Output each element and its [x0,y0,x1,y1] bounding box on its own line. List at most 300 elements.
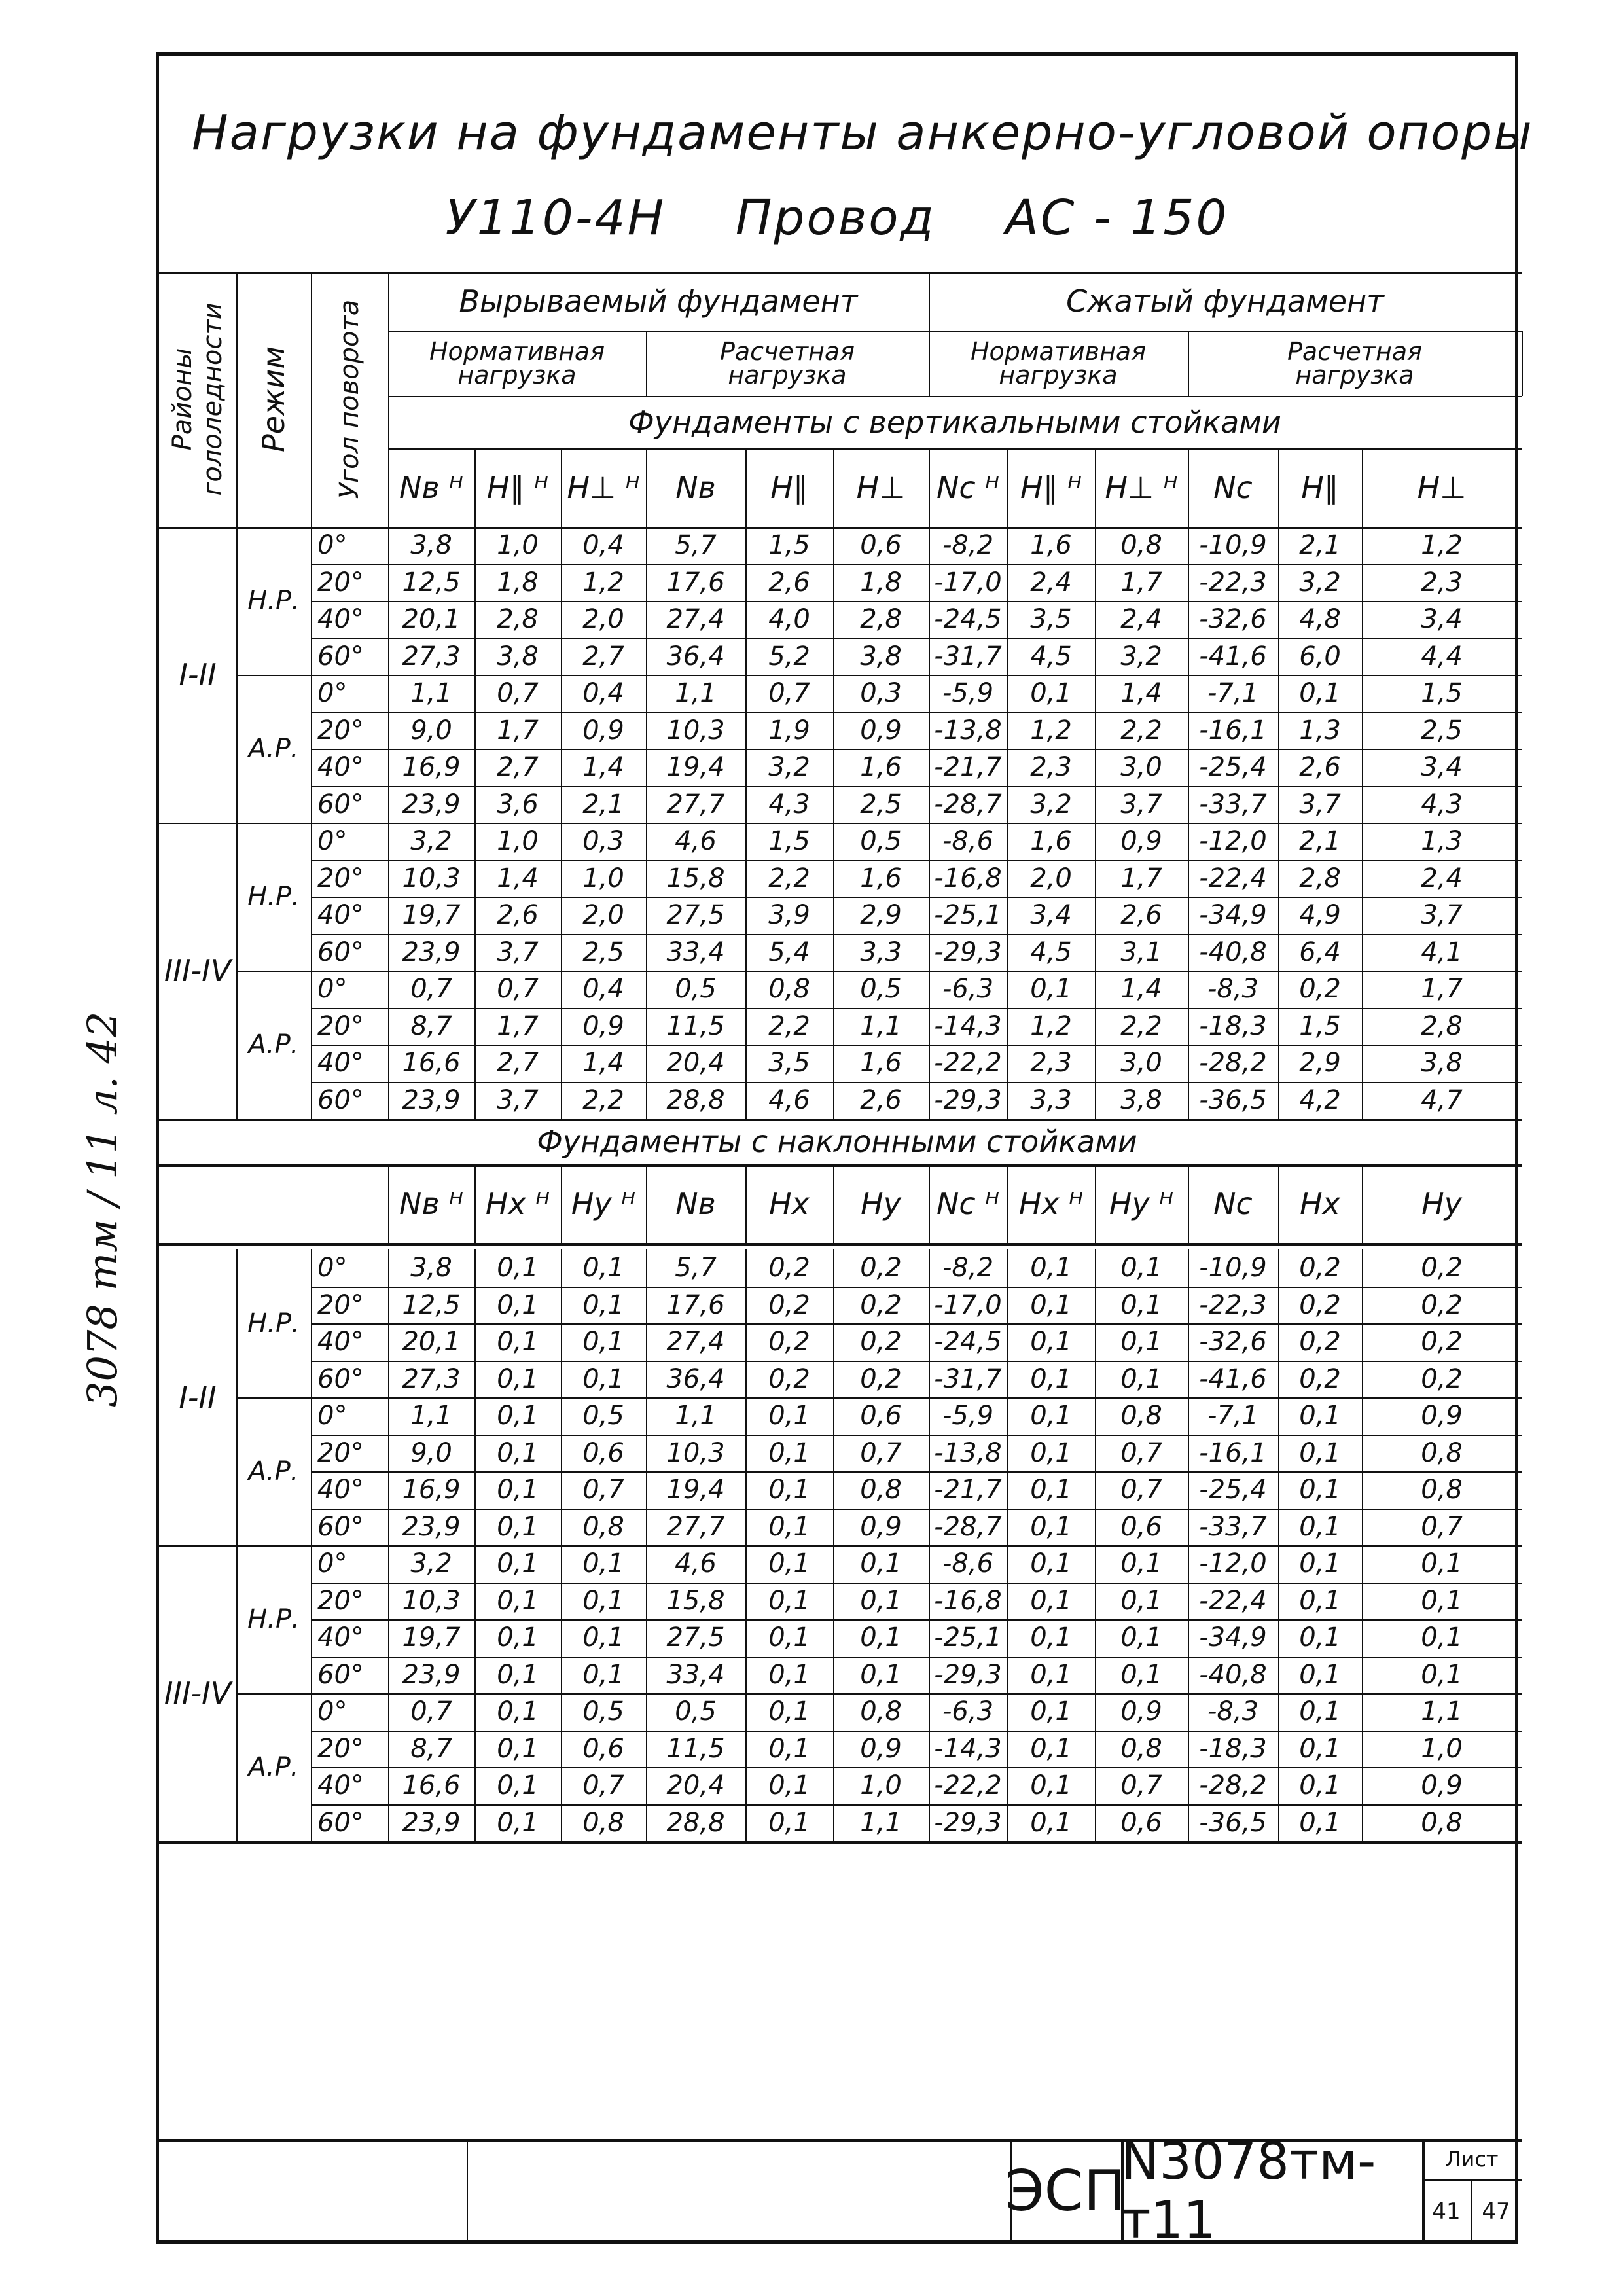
table-rule [388,272,389,527]
header-line: Расчетная [1287,337,1423,366]
vertical-value-cell: 2,4 [1120,604,1162,635]
table-rule [1188,448,1189,527]
table-rule [388,1164,389,1243]
inclined-value-cell: 33,4 [666,1659,725,1690]
header-line: нагрузка [457,361,577,389]
header-line: Нормативная [429,337,605,366]
inclined-value-cell: 0,1 [497,1623,539,1653]
vertical-value-cell: -18,3 [1199,1011,1267,1041]
inclined-value-cell: 0,1 [1030,1289,1072,1320]
angle-cell: 0° [317,678,348,709]
table-rule [467,2139,468,2244]
vertical-value-cell: 1,1 [410,678,452,709]
vertical-value-cell: -7,1 [1207,678,1259,709]
inclined-value-cell: -29,3 [934,1659,1002,1690]
inclined-value-cell: 0,8 [860,1696,902,1727]
vertical-value-cell: 4,6 [768,1085,810,1115]
vertical-value-cell: 1,2 [1421,530,1463,561]
vertical-value-cell: 1,4 [497,863,539,893]
inclined-value-cell: 0,1 [1299,1659,1341,1690]
inclined-value-cell: 27,3 [402,1363,461,1394]
inclined-value-cell: 0,1 [1030,1807,1072,1838]
inclined-value-cell: 23,9 [402,1807,461,1838]
vertical-value-cell: 3,0 [1120,1048,1162,1079]
vertical-value-cell: 2,6 [768,567,810,598]
inclined-posts-header: Фундаменты с наклонными стойками [537,1124,1137,1159]
vertical-value-cell: 0,7 [410,974,452,1005]
table-rule [561,448,562,527]
wire-type: АС - 150 [1005,190,1229,246]
inclined-value-cell: 0,1 [768,1585,810,1616]
inclined-value-cell: 0,1 [1421,1659,1463,1690]
column-header: Hx [1300,1186,1340,1221]
vertical-value-cell: 3,8 [1421,1048,1463,1079]
inclined-value-cell: 0,5 [582,1401,624,1431]
table-rule [1007,448,1008,527]
column-header: H⊥ ᴴ [1105,470,1178,505]
angle-cell: 20° [317,1011,364,1041]
vertical-value-cell: 27,4 [666,604,725,635]
vertical-value-cell: 6,4 [1299,937,1341,967]
vertical-value-cell: 2,4 [1030,567,1072,598]
vertical-value-cell: 9,0 [410,715,452,745]
table-rule [646,527,647,1119]
table-rule [1188,1249,1189,1841]
table-rule [236,527,238,1119]
inclined-value-cell: 0,1 [582,1585,624,1616]
inclined-value-cell: 15,8 [666,1585,725,1616]
column-header: Nв ᴴ [399,470,463,505]
column-header: Hx ᴴ [485,1186,550,1221]
inclined-value-cell: 10,3 [402,1585,461,1616]
inclined-value-cell: 19,7 [402,1623,461,1653]
inclined-value-cell: -25,1 [934,1623,1002,1653]
table-rule [474,527,476,1119]
inclined-value-cell: 0,2 [1421,1363,1463,1394]
vertical-value-cell: 3,2 [1120,641,1162,672]
table-rule [1007,527,1008,1119]
inclined-value-cell: 16,6 [402,1770,461,1801]
vertical-value-cell: 3,4 [1421,604,1463,635]
vertical-value-cell: 3,2 [1030,789,1072,819]
inclined-value-cell: 0,1 [1030,1696,1072,1727]
inclined-value-cell: 0,2 [1299,1327,1341,1357]
inclined-value-cell: 0,1 [768,1807,810,1838]
column-header: Nc [1213,470,1253,505]
inclined-value-cell: 0,2 [860,1327,902,1357]
vertical-value-cell: 4,3 [768,789,810,819]
vertical-value-cell: 3,5 [1030,604,1072,635]
vertical-value-cell: 2,1 [1299,826,1341,857]
mode-cell: А.Р. [248,1456,299,1486]
inclined-value-cell: 4,6 [675,1549,717,1579]
inclined-value-cell: 27,5 [666,1623,725,1653]
inclined-value-cell: 0,1 [582,1363,624,1394]
inclined-value-cell: 0,1 [497,1511,539,1542]
inclined-value-cell: -16,1 [1199,1437,1267,1468]
table-rule [745,448,747,527]
inclined-value-cell: 0,1 [1030,1549,1072,1579]
inclined-value-cell: 0,2 [860,1253,902,1283]
vertical-value-cell: 3,2 [410,826,452,857]
vertical-value-cell: 2,1 [582,789,624,819]
vertical-value-cell: 2,3 [1030,752,1072,783]
vertical-value-cell: 1,6 [860,752,902,783]
inclined-value-cell: 0,8 [582,1511,624,1542]
table-rule [474,448,476,527]
inclined-value-cell: -8,6 [942,1549,994,1579]
inclined-value-cell: 0,1 [1030,1437,1072,1468]
vertical-value-cell: 16,9 [402,752,461,783]
inclined-value-cell: 0,1 [1030,1327,1072,1357]
angle-cell: 0° [317,530,348,561]
document-number: N3078тм-т11 [1121,2132,1376,2250]
angle-cell: 0° [317,826,348,857]
inclined-value-cell: 0,7 [1421,1511,1463,1542]
vertical-value-cell: 28,8 [666,1085,725,1115]
angle-cell: 60° [317,1659,364,1690]
table-rule [1095,527,1096,1119]
table-rule [561,1164,562,1243]
table-rule [1362,1164,1363,1243]
vertical-value-cell: 4,1 [1421,937,1463,967]
design-load-header [646,331,929,396]
vertical-value-cell: 4,5 [1030,937,1072,967]
vertical-value-cell: 0,9 [860,715,902,745]
inclined-value-cell: 0,2 [1421,1253,1463,1283]
vertical-value-cell: 3,8 [410,530,452,561]
vertical-value-cell: 3,8 [860,641,902,672]
header-line: нагрузка [728,361,847,389]
vertical-value-cell: 3,7 [497,937,539,967]
sheet-number: 41 [1432,2198,1461,2225]
inclined-value-cell: 0,1 [497,1733,539,1764]
vertical-value-cell: 4,8 [1299,604,1341,635]
vertical-value-cell: 2,8 [1299,863,1341,893]
inclined-value-cell: 0,7 [410,1696,452,1727]
vertical-value-cell: 1,5 [768,530,810,561]
inclined-value-cell: 0,1 [497,1659,539,1690]
vertical-value-cell: -32,6 [1199,604,1267,635]
vertical-value-cell: 1,0 [582,863,624,893]
angle-cell: 20° [317,567,364,598]
column-header: Hy ᴴ [1109,1186,1174,1221]
inclined-value-cell: 12,5 [402,1289,461,1320]
inclined-value-cell: 0,7 [860,1437,902,1468]
inclined-value-cell: 0,6 [1120,1807,1162,1838]
vertical-value-cell: 3,7 [497,1085,539,1115]
column-header: Nc ᴴ [936,1186,1000,1221]
region-cell: III-IV [164,1676,232,1711]
inclined-value-cell: 0,9 [1421,1401,1463,1431]
inclined-value-cell: 1,1 [1421,1696,1463,1727]
inclined-value-cell: 36,4 [666,1363,725,1394]
inclined-value-cell: -5,9 [942,1401,994,1431]
vertical-value-cell: 0,5 [675,974,717,1005]
inclined-value-cell: 0,7 [582,1475,624,1505]
inclined-value-cell: 0,1 [1120,1623,1162,1653]
vertical-value-cell: 4,7 [1421,1085,1463,1115]
inclined-value-cell: -7,1 [1207,1401,1259,1431]
inclined-value-cell: 0,1 [1030,1585,1072,1616]
table-rule [1278,448,1279,527]
column-header: Nв [675,1186,716,1221]
inclined-value-cell: 0,2 [1421,1289,1463,1320]
inclined-value-cell: 0,1 [497,1475,539,1505]
inclined-value-cell: 0,1 [1421,1585,1463,1616]
table-rule [474,1164,476,1243]
angle-cell: 0° [317,1401,348,1431]
vertical-value-cell: 3,7 [1421,900,1463,931]
sheet-number-total: 47 [1482,2198,1510,2225]
normative-load-header [388,331,646,396]
vertical-value-cell: 0,5 [860,974,902,1005]
vertical-value-cell: 0,1 [1030,974,1072,1005]
vertical-value-cell: 2,5 [1421,715,1463,745]
inclined-value-cell: 5,7 [675,1253,717,1283]
inclined-value-cell: 0,1 [497,1549,539,1579]
inclined-value-cell: -34,9 [1199,1623,1267,1653]
inclined-value-cell: 0,1 [1299,1733,1341,1764]
inclined-value-cell: 0,1 [497,1696,539,1727]
vertical-value-cell: -29,3 [934,1085,1002,1115]
inclined-value-cell: -8,2 [942,1253,994,1283]
vertical-value-cell: -5,9 [942,678,994,709]
angle-cell: 60° [317,937,364,967]
vertical-value-cell: 2,7 [582,641,624,672]
vertical-value-cell: -16,8 [934,863,1002,893]
inclined-value-cell: 11,5 [666,1733,725,1764]
angle-cell: 0° [317,974,348,1005]
inclined-value-cell: -16,8 [934,1585,1002,1616]
angle-cell: 20° [317,1437,364,1468]
vertical-value-cell: 2,3 [1421,567,1463,598]
inclined-value-cell: 0,6 [582,1437,624,1468]
angle-cell: 20° [317,715,364,745]
vertical-value-cell: -6,3 [942,974,994,1005]
inclined-value-cell: 0,2 [860,1289,902,1320]
inclined-value-cell: -29,3 [934,1807,1002,1838]
vertical-value-cell: 1,8 [860,567,902,598]
vertical-value-cell: 4,6 [675,826,717,857]
table-rule [745,527,747,1119]
inclined-value-cell: -12,0 [1199,1549,1267,1579]
inclined-value-cell: 0,1 [768,1623,810,1653]
vertical-value-cell: 3,3 [1030,1085,1072,1115]
header-line: Расчетная [719,337,855,366]
vertical-value-cell: 1,6 [860,1048,902,1079]
inclined-value-cell: 0,1 [860,1549,902,1579]
inclined-value-cell: 0,2 [768,1327,810,1357]
vertical-value-cell: 19,4 [666,752,725,783]
inclined-value-cell: 0,1 [860,1659,902,1690]
vertical-value-cell: 23,9 [402,937,461,967]
inclined-value-cell: -28,7 [934,1511,1002,1542]
table-rule [1278,527,1279,1119]
inclined-value-cell: 0,1 [1120,1253,1162,1283]
vertical-value-cell: 1,7 [1120,863,1162,893]
angle-cell: 60° [317,1807,364,1838]
inclined-value-cell: 0,1 [1299,1549,1341,1579]
vertical-value-cell: 2,6 [1299,752,1341,783]
inclined-value-cell: 0,1 [768,1475,810,1505]
mode-cell: Н.Р. [247,586,300,616]
vertical-value-cell: 4,5 [1030,641,1072,672]
table-rule [646,1249,647,1841]
vertical-value-cell: 2,2 [768,863,810,893]
table-rule [388,527,389,1119]
vertical-value-cell: 0,2 [1299,974,1341,1005]
vertical-value-cell: -36,5 [1199,1085,1267,1115]
design-load-header [1188,331,1522,396]
vertical-value-cell: 4,9 [1299,900,1341,931]
table-rule [1007,1164,1008,1243]
vertical-value-cell: -24,5 [934,604,1002,635]
table-rule [1095,448,1096,527]
vertical-value-cell: 4,2 [1299,1085,1341,1115]
table-rule [929,1164,930,1243]
vertical-value-cell: 2,0 [582,604,624,635]
inclined-value-cell: 0,1 [768,1549,810,1579]
vertical-value-cell: 3,1 [1120,937,1162,967]
vertical-value-cell: 0,9 [1120,826,1162,857]
table-rule [1095,1249,1096,1841]
table-rule [159,1841,1522,1844]
table-rule [236,1249,238,1841]
title-line-1: Нагрузки на фундаменты анкерно-угловой опоры [192,105,1533,161]
vertical-value-cell: 17,6 [666,567,725,598]
vertical-value-cell: -16,1 [1199,715,1267,745]
inclined-value-cell: 0,8 [582,1807,624,1838]
inclined-value-cell: -10,9 [1199,1253,1267,1283]
vertical-value-cell: -25,4 [1199,752,1267,783]
vertical-value-cell: 0,9 [582,715,624,745]
column-header: Hx ᴴ [1018,1186,1084,1221]
inclined-value-cell: 0,1 [497,1770,539,1801]
mode-cell: А.Р. [248,1030,299,1060]
vertical-value-cell: 0,1 [1030,678,1072,709]
inclined-value-cell: 27,4 [666,1327,725,1357]
table-rule [745,1164,747,1243]
column-header: H⊥ ᴴ [567,470,640,505]
vertical-value-cell: 1,6 [860,863,902,893]
inclined-value-cell: 1,1 [860,1807,902,1838]
vertical-value-cell: 1,5 [1299,1011,1341,1041]
vertical-value-cell: 3,4 [1421,752,1463,783]
table-rule [745,1249,747,1841]
header-line: Нормативная [970,337,1147,366]
vertical-value-cell: 0,4 [582,530,624,561]
inclined-value-cell: 0,1 [768,1511,810,1542]
inclined-value-cell: -36,5 [1199,1807,1267,1838]
vertical-value-cell: 0,3 [860,678,902,709]
mode-cell: Н.Р. [247,882,300,912]
angle-cell: 20° [317,863,364,893]
vertical-value-cell: 1,4 [1120,974,1162,1005]
vertical-value-cell: 3,7 [1120,789,1162,819]
vertical-value-cell: 2,7 [497,1048,539,1079]
inclined-value-cell: 0,1 [1299,1585,1341,1616]
column-header: Hy ᴴ [571,1186,636,1221]
vertical-value-cell: 1,5 [1421,678,1463,709]
wire-label: Провод [735,190,936,246]
vertical-value-cell: 0,3 [582,826,624,857]
vertical-value-cell: 1,4 [582,752,624,783]
vertical-value-cell: 4,0 [768,604,810,635]
vertical-value-cell: 1,4 [1120,678,1162,709]
vertical-value-cell: 3,9 [768,900,810,931]
vertical-value-cell: 3,3 [860,937,902,967]
vertical-value-cell: 16,6 [402,1048,461,1079]
vertical-value-cell: 3,0 [1120,752,1162,783]
inclined-value-cell: 0,1 [1299,1807,1341,1838]
column-header: H∥ [1301,470,1339,505]
column-header: H⊥ [1417,470,1467,505]
vertical-value-cell: 6,0 [1299,641,1341,672]
vertical-value-cell: -10,9 [1199,530,1267,561]
inclined-value-cell: 23,9 [402,1659,461,1690]
inclined-value-cell: 0,2 [1421,1327,1463,1357]
inclined-value-cell: 0,9 [1421,1770,1463,1801]
vertical-value-cell: 20,1 [402,604,461,635]
inclined-value-cell: 0,5 [675,1696,717,1727]
inclined-value-cell: 0,7 [1120,1475,1162,1505]
vertical-value-cell: 11,5 [666,1011,725,1041]
table-rule [646,448,647,527]
inclined-value-cell: 23,9 [402,1511,461,1542]
inclined-value-cell: 0,1 [1299,1511,1341,1542]
vertical-value-cell: 1,5 [768,826,810,857]
angle-cell: 20° [317,1289,364,1320]
vertical-value-cell: 2,2 [582,1085,624,1115]
vertical-value-cell: 2,5 [582,937,624,967]
inclined-value-cell: 0,2 [768,1253,810,1283]
vertical-value-cell: 2,1 [1299,530,1341,561]
inclined-value-cell: 9,0 [410,1437,452,1468]
angle-cell: 60° [317,1363,364,1394]
inclined-value-cell: 0,6 [582,1733,624,1764]
inclined-value-cell: 0,1 [1030,1401,1072,1431]
inclined-value-cell: -31,7 [934,1363,1002,1394]
inclined-value-cell: 0,7 [1120,1770,1162,1801]
inclined-value-cell: 0,1 [768,1696,810,1727]
vertical-value-cell: 1,6 [1030,530,1072,561]
inclined-value-cell: -24,5 [934,1327,1002,1357]
inclined-value-cell: 0,1 [582,1659,624,1690]
table-rule [646,1164,647,1243]
vertical-value-cell: 3,6 [497,789,539,819]
title-line-2 [159,190,1515,246]
mode-header: Режим [256,346,291,453]
table-rule [159,1243,1522,1246]
inclined-value-cell: -28,2 [1199,1770,1267,1801]
vertical-value-cell: 5,7 [675,530,717,561]
inclined-value-cell: -32,6 [1199,1327,1267,1357]
vertical-value-cell: 10,3 [666,715,725,745]
inclined-value-cell: 0,1 [1120,1289,1162,1320]
angle-cell: 0° [317,1696,348,1727]
vertical-value-cell: 2,6 [860,1085,902,1115]
vertical-value-cell: 2,7 [497,752,539,783]
inclined-value-cell: -25,4 [1199,1475,1267,1505]
vertical-value-cell: 10,3 [402,863,461,893]
inclined-value-cell: 0,1 [582,1623,624,1653]
vertical-value-cell: 19,7 [402,900,461,931]
regions-header: Районы гололедности [168,302,228,496]
angle-cell: 40° [317,752,364,783]
inclined-value-cell: 0,1 [1120,1659,1162,1690]
vertical-value-cell: 1,6 [1030,826,1072,857]
